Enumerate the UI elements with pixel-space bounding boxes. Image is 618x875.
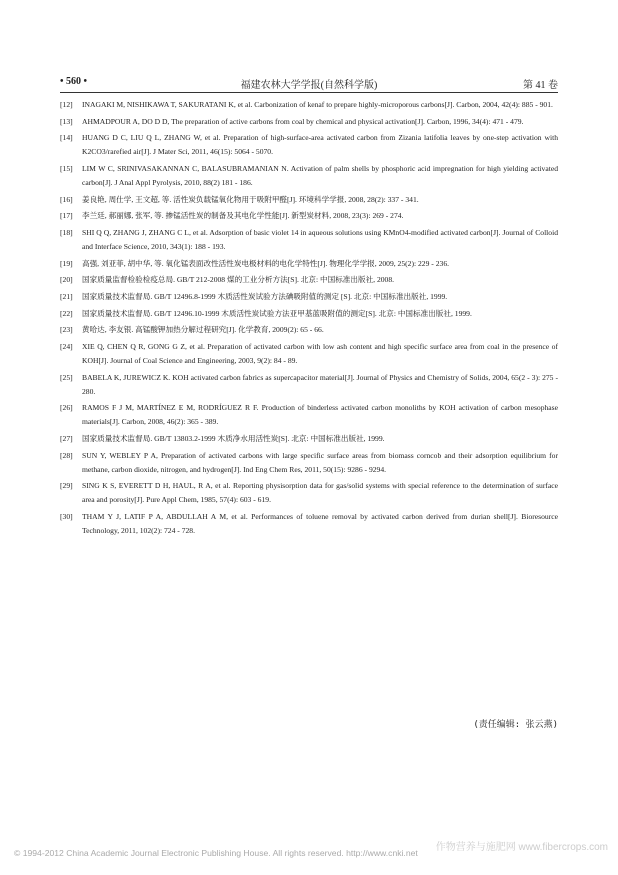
- reference-number: [18]: [60, 228, 73, 238]
- reference-item: [60, 226, 558, 254]
- reference-text: XIE Q, CHEN Q R, GONG G Z, et al. Preparation of activated carbon with low ash content and high specific surface area from coal in the presence of KOH[J]. Journal of Coal Science and Engineering, 2003, 9(2): 84 - 89.: [82, 342, 558, 366]
- reference-item: [60, 307, 558, 321]
- reference-text: 姜良艳, 周仕学, 王文超, 等. 活性炭负载锰氧化物用于吸附甲醛[J]. 环境科学学报, 2008, 28(2): 337 - 341.: [82, 194, 419, 204]
- site-watermark: 作物营养与施肥网 www.fibercrops.com: [435, 842, 608, 853]
- reference-item: [60, 401, 558, 429]
- reference-text: SING K S, EVERETT D H, HAUL, R A, et al. Reporting physisorption data for gas/solid systems with special reference to the determination of surface area and porosity[J]. Pure Appl Chem, 1985, 57(4): 603 - 619.: [82, 481, 558, 505]
- reference-number: [23]: [60, 325, 73, 335]
- copyright-footer: © 1994-2012 China Academic Journal Electronic Publishing House. All rights reserved. http://www.cnki.net: [14, 848, 418, 858]
- reference-item: [60, 131, 558, 159]
- reference-item: [60, 510, 558, 538]
- reference-item: [60, 98, 558, 112]
- reference-text: 国家质量技术监督局. GB/T 12496.10-1999 木质活性炭试验方法亚甲基蓝吸附值的测定[S]. 北京: 中国标准出版社, 1999.: [82, 308, 472, 318]
- page-number: • 560 •: [60, 76, 88, 87]
- reference-number: [27]: [60, 433, 73, 443]
- reference-list: [60, 98, 558, 541]
- reference-text: SUN Y, WEBLEY P A, Preparation of activated carbons with large specific surface areas from biomass corncob and their adsorption equilibrium for methane, carbon dioxide, nitrogen, and hydrogen[J]. Ind Eng Chem Res, 2011, 50(15): 9286 - 9294.: [82, 450, 558, 474]
- responsible-editor: (责任编辑: 张云燕): [473, 720, 558, 730]
- reference-number: [24]: [60, 342, 73, 352]
- reference-text: 国家质量监督检验检疫总局. GB/T 212-2008 煤的工业分析方法[S]. 北京: 中国标准出版社, 2008.: [82, 275, 395, 285]
- reference-text: INAGAKI M, NISHIKAWA T, SAKURATANI K, et al. Carbonization of kenaf to prepare highly-microporous carbons[J]. Carbon, 2004, 42(4): 885 - 901.: [82, 100, 553, 109]
- reference-item: [60, 479, 558, 507]
- reference-item: [60, 193, 558, 207]
- reference-number: [14]: [60, 133, 73, 143]
- reference-text: HUANG D C, LIU Q L, ZHANG W, et al. Preparation of high-surface-area activated carbon from Zizania latifolia leaves by one-step activation with K2CO3/rarefied air[J]. J Mater Sci, 2011, 46(15): 5064 - 5070.: [82, 133, 558, 157]
- reference-item: [60, 340, 558, 368]
- reference-number: [26]: [60, 403, 73, 413]
- reference-number: [16]: [60, 194, 73, 204]
- reference-number: [25]: [60, 372, 73, 382]
- reference-number: [12]: [60, 100, 73, 109]
- reference-text: 国家质量技术监督局. GB/T 13803.2-1999 木质净水用活性炭[S]. 北京: 中国标准出版社, 1999.: [82, 433, 385, 443]
- reference-text: THAM Y J, LATIF P A, ABDULLAH A M, et al. Performances of toluene removal by activated carbon derived from durian shell[J]. Bioresource Technology, 2011, 102(2): 724 - 728.: [82, 511, 558, 535]
- reference-number: [28]: [60, 450, 73, 460]
- reference-number: [13]: [60, 116, 73, 126]
- volume-label: 第 41 卷: [523, 80, 558, 91]
- reference-number: [20]: [60, 275, 73, 285]
- reference-number: [21]: [60, 292, 73, 302]
- running-header: [60, 72, 558, 93]
- reference-number: [22]: [60, 308, 73, 318]
- reference-item: [60, 432, 558, 446]
- reference-number: [15]: [60, 164, 73, 174]
- reference-item: [60, 371, 558, 399]
- reference-text: 黄哈达, 李友银. 高锰酸钾加热分解过程研究[J]. 化学教育, 2009(2): 65 - 66.: [82, 325, 324, 335]
- reference-item: [60, 115, 558, 129]
- reference-item: [60, 162, 558, 190]
- reference-text: BABELA K, JUREWICZ K. KOH activated carbon fabrics as supercapacitor material[J]. Journal of Physics and Chemistry of Solids, 2004, 65(2 - 3): 275 - 280.: [82, 372, 558, 396]
- reference-number: [30]: [60, 511, 73, 521]
- reference-number: [29]: [60, 481, 73, 491]
- reference-item: [60, 257, 558, 271]
- reference-text: 高强, 刘亚菲, 胡中华, 等. 氧化锰表面改性活性炭电极材料的电化学特性[J]. 物理化学学报, 2009, 25(2): 229 - 236.: [82, 258, 450, 268]
- reference-text: RAMOS F J M, MARTÍNEZ E M, RODRÍGUEZ R F. Production of binderless activated carbon monoliths by KOH activation of carbon mesophase materials[J]. Carbon, 2008, 46(2): 365 - 389.: [82, 403, 558, 427]
- reference-text: SHI Q Q, ZHANG J, ZHANG C L, et al. Adsorption of basic violet 14 in aqueous solutions using KMnO4-modified activated carbon[J]. Journal of Colloid and Interface Science, 2010, 343(1): 188 - 193.: [82, 228, 558, 251]
- reference-item: [60, 290, 558, 304]
- reference-item: [60, 449, 558, 477]
- reference-text: LIM W C, SRINIVASAKANNAN C, BALASUBRAMANIAN N. Activation of palm shells by phosphoric acid impregnation for high yielding activated carbon[J]. J Anal Appl Pyrolysis, 2010, 88(2) 181 - 186.: [82, 164, 558, 187]
- reference-number: [17]: [60, 211, 73, 221]
- reference-text: AHMADPOUR A, DO D D, The preparation of active carbons from coal by chemical and physical activation[J]. Carbon, 1996, 34(4): 471 - 479.: [82, 116, 524, 126]
- reference-text: 国家质量技术监督局. GB/T 12496.8-1999 木质活性炭试验方法碘吸附值的测定 [S]. 北京: 中国标准出版社, 1999.: [82, 292, 448, 302]
- reference-item: [60, 273, 558, 287]
- reference-number: [19]: [60, 258, 73, 268]
- reference-item: [60, 209, 558, 223]
- reference-item: [60, 323, 558, 337]
- journal-title: 福建农林大学学报(自然科学版): [240, 80, 378, 91]
- reference-text: 李兰廷, 郝丽娜, 张军, 等. 掺锰活性炭的制备及其电化学性能[J]. 新型炭材料, 2008, 23(3): 269 - 274.: [82, 211, 404, 221]
